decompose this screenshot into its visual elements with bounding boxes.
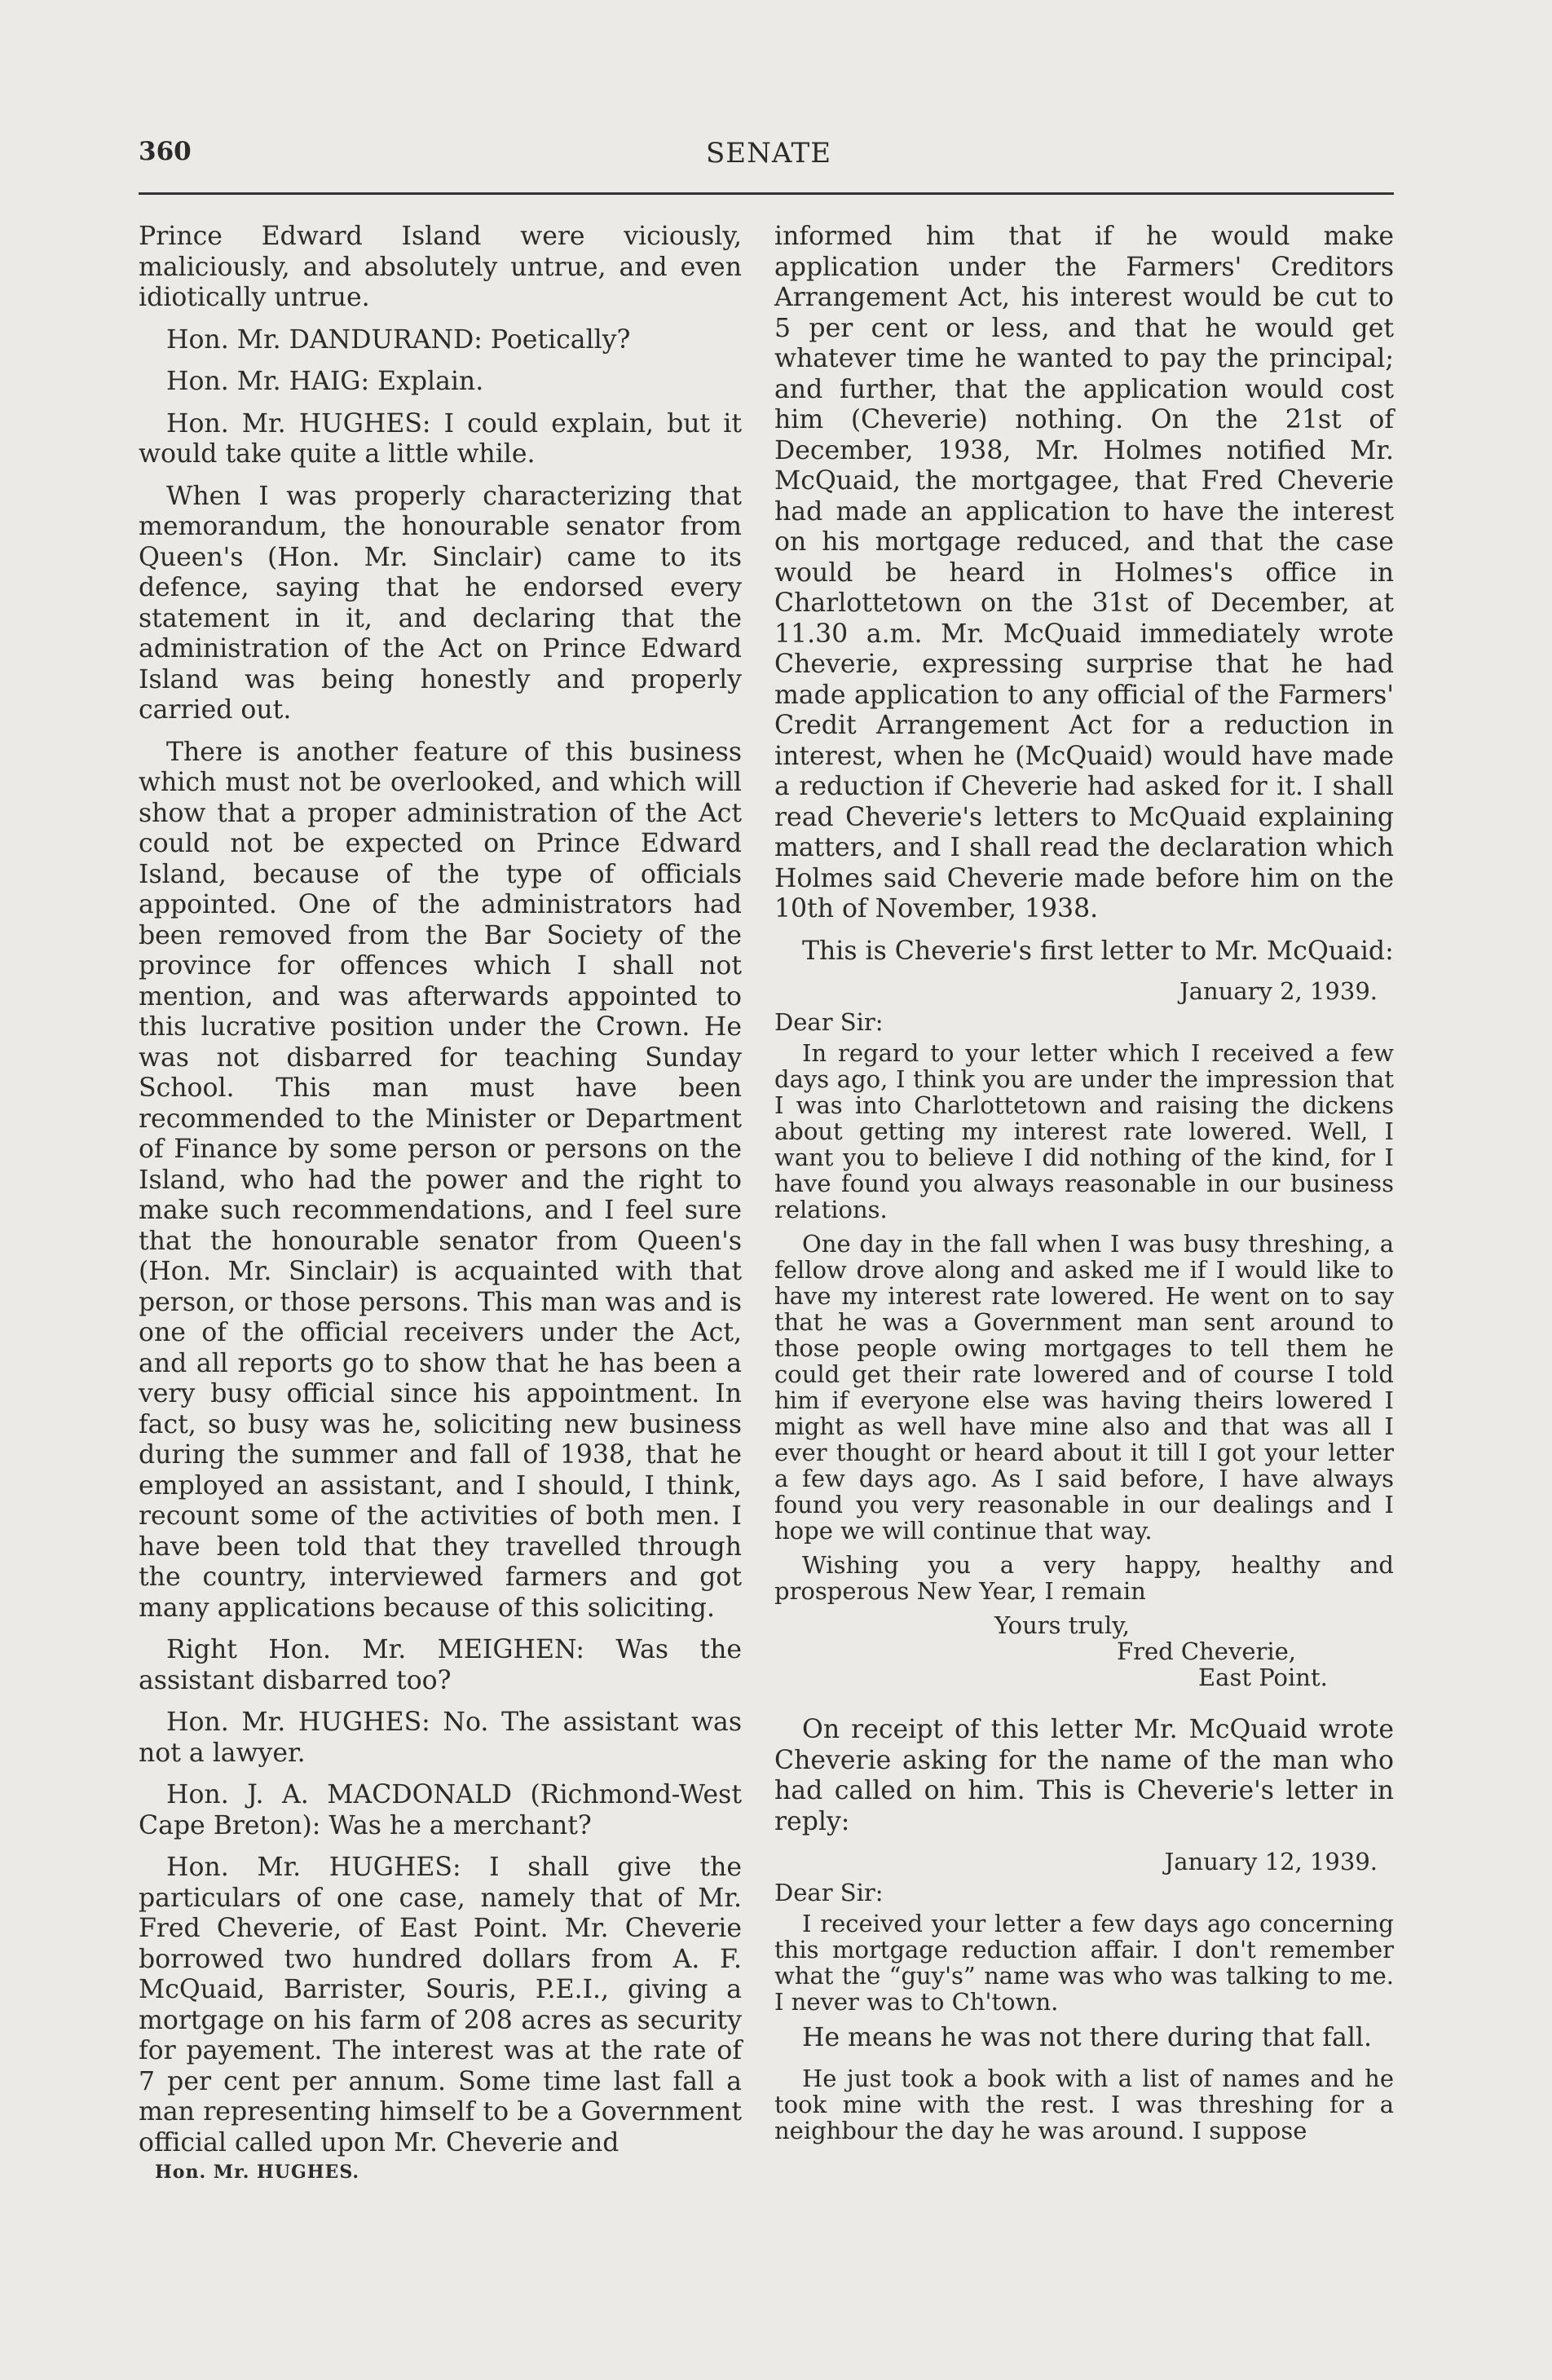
letter-address: East Point. [1198,1664,1328,1691]
letter-closing: Yours truly, [994,1611,1130,1639]
paragraph: There is another feature of this business which must not be overlooked, and which will show that a proper administration of the Act could not be expected on Prince Edward Island, because of the type of officials appointed. One of the administrators had been removed from the Bar Society of the province for offences which I shall not mention, and was afterwards appointed to this lucrative position under the Crown. He was not disbarred for teaching Sunday School. This man must have been recommended to the Minister or Department of Finance by some person or persons on the Island, who had the power and the right to make such recommendations, and I feel sure that the honourable senator from Queen's (Hon. Mr. Sinclair) is acquainted with that person, or those persons. This man was and is one of the official receivers under the Act, and all reports go to show that he has been a very busy official since his appointment. In fact, so busy was he, soliciting new business during the summer and fall of 1938, that he employed an assistant, and I should, I think, recount some of the activities of both men. I have been told that they travelled through the country, interviewed farmers and got many applications because of this soliciting. [139,737,742,1623]
paragraph: Hon. Mr. HUGHES: I shall give the particulars of one case, namely that of Mr. Fred Cheverie, of East Point. Mr. Cheverie borrowed two hundred dollars from A. F. McQuaid, Barrister, Souris, P.E.I., giving a mortgage on his farm of 208 acres as security for payement. The interest was at the rate of 7 per cent per annum. Some time last fall a man representing himself to be a Government official called upon Mr. Cheverie and [139,1853,742,2157]
letter-date: January 2, 1939. [1179,977,1378,1005]
paragraph: informed him that if he would make application under the Farmers' Creditors Arrangement Act, his interest would be cut to 5 per cent or less, and that he would get whatever time he wanted to pay the principal; and further, that the application would cost him (Cheverie) nothing. On the 21st of December, 1938, Mr. Holmes notified Mr. McQuaid, the mortgagee, that Fred Cheverie had made an application to have the interest on his mortgage reduced, and that the case would be heard in Holmes's office in Charlottetown on the 31st of December, at 11.30 a.m. Mr. McQuaid immediately wrote Cheverie, expressing surprise that he had made application to any official of the Farmers' Credit Arrangement Act for a reduction in interest, when he (McQuaid) would have made a reduction if Cheverie had asked for it. I shall read Cheverie's letters to McQuaid explaining matters, and I shall read the declaration which Holmes said Cheverie made before him on the 10th of November, 1938. [774,222,1394,923]
letter-paragraph: In regard to your letter which I received a few days ago, I think you are under the impression that I was into Charlottetown and raising the dickens about getting my interest rate lowered. Well, I want you to believe I did nothing of the kind, for I have found you always reasonable in our business relations. [774,1039,1394,1223]
page-number: 360 [139,137,192,166]
paragraph: This is Cheverie's first letter to Mr. McQuaid: [802,936,1394,966]
header-rule [139,192,1394,195]
paragraph: Hon. Mr. HAIG: Explain. [166,367,484,396]
paragraph: Hon. Mr. DANDURAND: Poetically? [166,324,631,355]
letter-paragraph: I received your letter a few days ago concerning this mortgage reduction affair. I don't remember what the “guy's” name was who was talking to me. I never was to Ch'town. [774,1910,1394,2016]
paragraph: Prince Edward Island were viciously, maliciously, and absolutely untrue, and even idiotically untrue. [139,222,742,312]
paragraph: He means he was not there during that fall. [802,2023,1373,2052]
letter-date: January 12, 1939. [1164,1848,1378,1875]
footer-speaker: Hon. Mr. HUGHES. [155,2162,360,2183]
right-column [774,222,1394,2152]
letter-salutation: Dear Sir: [774,1008,884,1036]
letter-paragraph: Wishing you a very happy, healthy and prosperous New Year, I remain [774,1551,1394,1605]
paragraph: Hon. Mr. HUGHES: No. The assistant was not a lawyer. [139,1708,742,1768]
left-column [139,222,742,2170]
page-title: SENATE [706,137,832,170]
letter-paragraph: He just took a book with a list of names and he took mine with the rest. I was threshing for a neighbour the day he was around. I suppose [774,2064,1394,2144]
letter-paragraph: One day in the fall when I was busy threshing, a fellow drove along and asked me if I would like to have my interest rate lowered. He went on to say that he was a Government man sent around to those people owing mortgages to tell them he could get their rate lowered and of course I told him if everyone else was having theirs lowered I might as well have mine also and that was all I ever thought or heard about it till I got your letter a few days ago. As I said before, I have always found you very reasonable in our dealings and I hope we will continue that way. [774,1230,1394,1545]
paragraph: On receipt of this letter Mr. McQuaid wrote Cheverie asking for the name of the man who had called on him. This is Cheverie's letter in reply: [774,1715,1394,1836]
paragraph: Hon. J. A. MACDONALD (Richmond-West Cape Breton): Was he a merchant? [139,1780,742,1840]
paragraph: When I was properly characterizing that memorandum, the honourable senator from Queen's (Hon. Mr. Sinclair) came to its defence, saying that he endorsed every statement in it, and declaring that the administration of the Act on Prince Edward Island was being honestly and properly carried out. [139,481,742,725]
paragraph: Hon. Mr. HUGHES: I could explain, but it would take quite a little while. [139,408,742,469]
letter-salutation: Dear Sir: [774,1879,884,1906]
letter-signature: Fred Cheverie, [1117,1637,1297,1665]
paragraph: Right Hon. Mr. MEIGHEN: Was the assistant disbarred too? [139,1635,742,1695]
